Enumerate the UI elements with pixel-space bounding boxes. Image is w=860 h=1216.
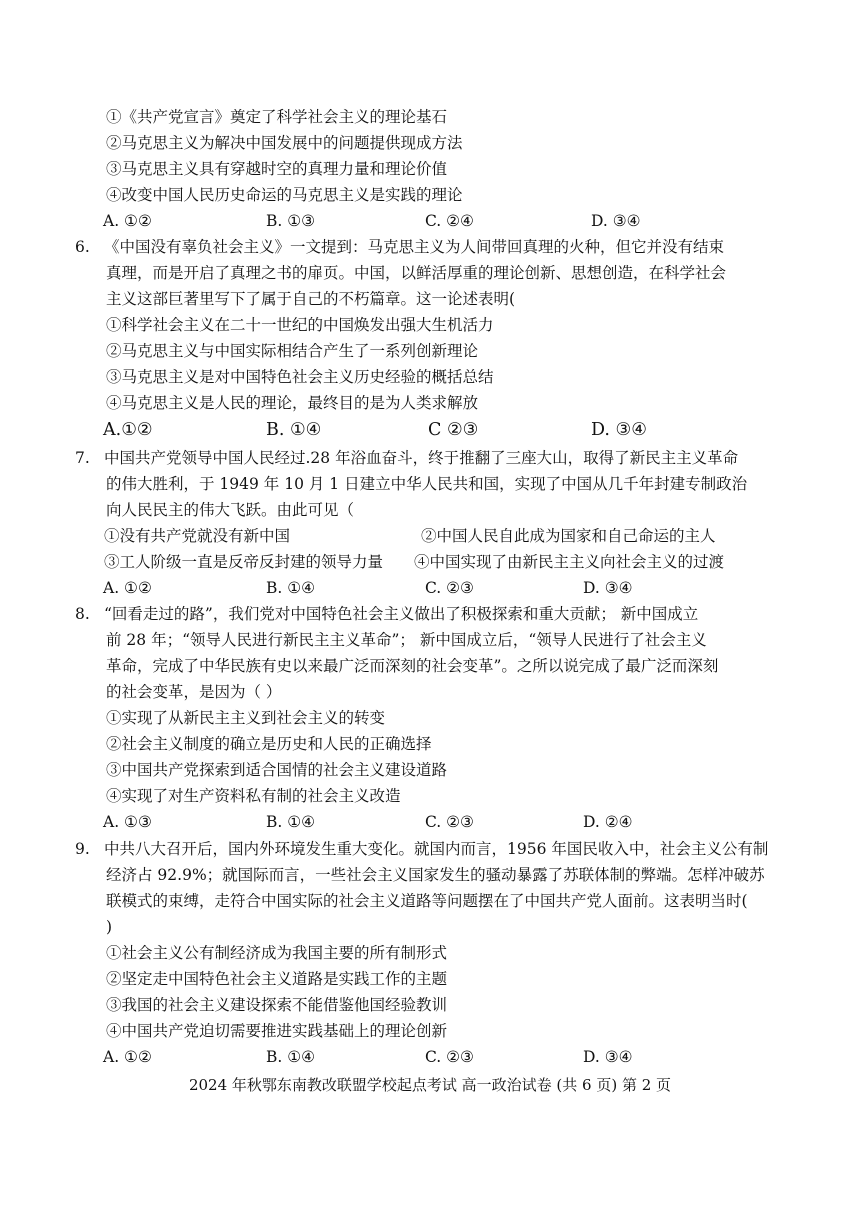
q7-item-4: ④中国实现了由新民主主义向社会主义的过渡 (414, 553, 725, 571)
q7-item-1: ①没有共产党就没有新中国 (104, 527, 291, 545)
q6-option-c: C ②③ (428, 420, 479, 440)
q6-item-4: ④马克思主义是人民的理论，最终目的是为人类求解放 (106, 394, 479, 412)
q5-item-4: ④改变中国人民历史命运的马克思主义是实践的理论 (106, 186, 463, 204)
q6-item-2: ②马克思主义与中国实际相结合产生了一系列创新理论 (106, 342, 479, 360)
q7-number: 7. (75, 449, 90, 467)
q7-item-2: ②中国人民自此成为国家和自己命运的主人 (421, 527, 716, 545)
q5-item-1: ①《共产党宣言》奠定了科学社会主义的理论基石 (106, 108, 448, 126)
q6-stem-line-1: 《中国没有辜负社会主义》一文提到：马克思主义为人间带回真理的火种，但它并没有结束 (104, 238, 725, 256)
q9-option-b: B. ①④ (266, 1048, 316, 1066)
q7-stem-line-3: 向人民民主的伟大飞跃。由此可见（ (106, 501, 355, 519)
q6-option-b: B. ①④ (266, 420, 322, 440)
q9-number: 9. (75, 840, 90, 858)
q8-item-1: ①实现了从新民主主义到社会主义的转变 (106, 709, 386, 727)
q8-option-d: D. ②④ (583, 813, 633, 831)
q8-option-c: C. ②③ (425, 813, 474, 831)
q9-item-2: ②坚定走中国特色社会主义道路是实践工作的主题 (106, 970, 448, 988)
q8-item-3: ③中国共产党探索到适合国情的社会主义建设道路 (106, 761, 448, 779)
q8-option-a: A. ①③ (103, 813, 152, 831)
q9-option-d: D. ③④ (583, 1048, 633, 1066)
q8-stem-line-1: “回看走过的路”，我们党对中国特色社会主义做出了积极探索和重大贡献； 新中国成立 (104, 605, 699, 623)
q8-item-2: ②社会主义制度的确立是历史和人民的正确选择 (106, 735, 432, 753)
q5-option-c: C. ②④ (425, 212, 474, 230)
page-footer: 2024 年秋鄂东南教改联盟学校起点考试 高一政治试卷 (共 6 页) 第 2 页 (188, 1076, 672, 1094)
q9-item-1: ①社会主义公有制经济成为我国主要的所有制形式 (106, 944, 448, 962)
q6-item-1: ①科学社会主义在二十一世纪的中国焕发出强大生机活力 (106, 316, 494, 334)
q5-item-2: ②马克思主义为解决中国发展中的问题提供现成方法 (106, 134, 463, 152)
q9-stem-line-3: 联模式的束缚，走符合中国实际的社会主义道路等问题摆在了中国共产党人面前。这表明当时( (106, 892, 748, 910)
q7-option-b: B. ①④ (266, 579, 316, 597)
q9-option-a: A. ①② (103, 1048, 152, 1066)
q8-option-b: B. ①④ (266, 813, 316, 831)
q5-option-d: D. ③④ (591, 212, 641, 230)
q8-item-4: ④实现了对生产资料私有制的社会主义改造 (106, 787, 401, 805)
q6-item-3: ③马克思主义是对中国特色社会主义历史经验的概括总结 (106, 368, 494, 386)
q7-stem-line-2: 的伟大胜利，于 1949 年 10 月 1 日建立中华人民共和国，实现了中国从几千年封建专制政治 (106, 475, 748, 493)
q6-stem-line-3: 主义这部巨著里写下了属于自己的不朽篇章。这一论述表明( (106, 290, 516, 308)
q6-number: 6. (75, 238, 90, 256)
q7-item-3: ③工人阶级一直是反帝反封建的领导力量 (104, 553, 384, 571)
q9-stem-line-2: 经济占 92.9%；就国际而言，一些社会主义国家发生的骚动暴露了苏联体制的弊端。怎样冲破苏 (106, 866, 765, 884)
q8-stem-line-3: 革命，完成了中华民族有史以来最广泛而深刻的社会变革”。之所以说完成了最广泛而深刻 (106, 657, 719, 675)
q7-stem-line-1: 中国共产党领导中国人民经过.28 年浴血奋斗，终于推翻了三座大山，取得了新民主主义革命 (104, 449, 739, 467)
q5-option-a: A. ①② (103, 212, 152, 230)
q8-number: 8. (75, 605, 90, 623)
q6-stem-line-2: 真理，而是开启了真理之书的扉页。中国，以鲜活厚重的理论创新、思想创造，在科学社会 (106, 264, 727, 282)
q6-option-a: A.①② (103, 420, 153, 440)
q6-option-d: D. ③④ (591, 420, 647, 440)
q9-option-c: C. ②③ (425, 1048, 474, 1066)
q9-stem-line-1: 中共八大召开后，国内外环境发生重大变化。就国内而言，1956 年国民收入中，社会主义公有制 (104, 840, 769, 858)
q9-item-4: ④中国共产党迫切需要推进实践基础上的理论创新 (106, 1022, 448, 1040)
q9-stem-line-4: ) (106, 918, 113, 936)
q8-stem-line-4: 的社会变革，是因为（ ） (106, 683, 282, 701)
q7-option-c: C. ②③ (425, 579, 474, 597)
q7-option-a: A. ①② (103, 579, 152, 597)
q7-option-d: D. ③④ (583, 579, 633, 597)
q5-item-3: ③马克思主义具有穿越时空的真理力量和理论价值 (106, 160, 448, 178)
q9-item-3: ③我国的社会主义建设探索不能借鉴他国经验教训 (106, 996, 448, 1014)
q8-stem-line-2: 前 28 年；“领导人民进行新民主主义革命”； 新中国成立后，“领导人民进行了社会主义 (106, 631, 707, 649)
q5-option-b: B. ①③ (266, 212, 316, 230)
